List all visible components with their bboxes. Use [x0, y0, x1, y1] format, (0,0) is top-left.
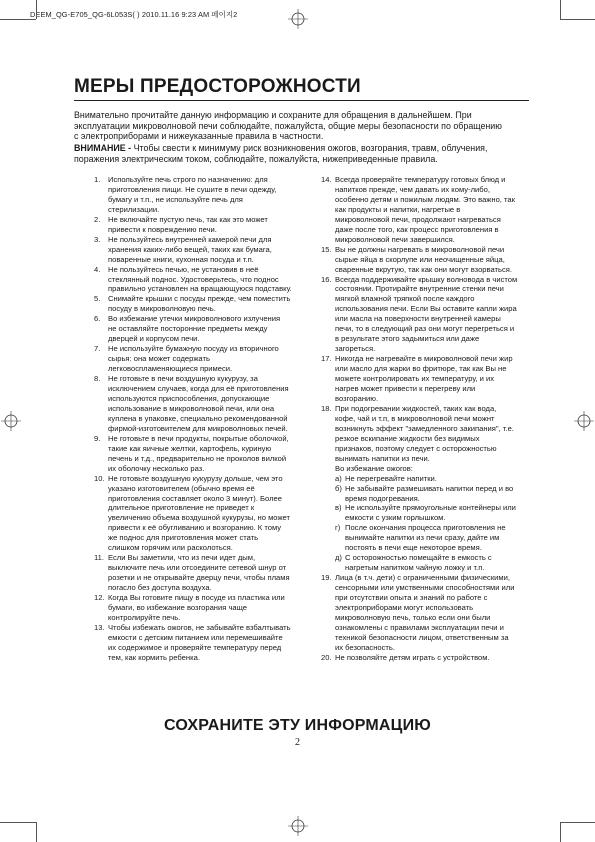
item-number: 9.: [94, 433, 101, 443]
item-line: приготовления составляет около 3 минут). Более: [108, 493, 282, 503]
list-item: [94, 593, 312, 623]
item-line: слишком горячим или расколоться.: [108, 543, 233, 553]
crop-mark: [560, 822, 595, 823]
item-line: Не включайте пустую печь, так как это может: [108, 214, 268, 224]
list-item: [321, 404, 528, 474]
item-line: привести к её обугливанию и возгоранию. К тому: [108, 523, 282, 533]
crop-mark: [560, 0, 561, 19]
item-line: мягкой влажной тряпкой после каждого: [335, 294, 475, 304]
crop-mark: [0, 19, 36, 20]
item-line: стерилизации.: [108, 204, 160, 214]
item-line: или масла на поверхности внутренней камеры: [335, 314, 501, 324]
item-number: 19.: [321, 573, 332, 583]
crop-mark: [36, 822, 37, 842]
item-line: Никогда не нагревайте в микроволновой печи жир: [335, 354, 513, 364]
item-line: дверцей и корпусом печи.: [108, 334, 200, 344]
item-line: длительное приготовление не приведет к: [108, 503, 255, 513]
item-line: можете контролировать их температуру, и их: [335, 374, 495, 384]
item-line: стеклянный поднос. Удостоверьтесь, что поднос: [108, 274, 279, 284]
warning-label: ВНИМАНИЕ -: [74, 143, 132, 153]
item-line: Всегда поддерживайте крышку волновода в чистом: [335, 274, 518, 284]
item-line: вынимайте напитки из печи сразу, дайте им: [345, 533, 500, 543]
title-underline: [74, 100, 529, 101]
item-line: микроволновой печи, продолжают нагреваться: [335, 214, 501, 224]
item-line: Не позволяйте детям играть с устройством.: [335, 652, 490, 662]
item-line: розетки и не открывайте дверцу печи, чтобы пламя: [108, 573, 290, 583]
item-line: кофе, чай и т.п, в микроволновой печи можнт: [335, 413, 495, 423]
list-item: [321, 175, 528, 245]
item-line: сырья: она может содержать: [108, 354, 210, 364]
list-item: [94, 215, 312, 235]
list-item: [94, 553, 312, 593]
item-line: Если Вы заметили, что из печи идет дым,: [108, 553, 256, 563]
sub-list-item: [335, 523, 528, 553]
warning-line: поражения электрическим током, соблюдайте, пожалуйста, нижеприведенные правила.: [74, 153, 438, 164]
item-line: емкости с узким горлышком.: [345, 513, 446, 523]
item-line: приготовления пищи. Не сушите в печи одежду,: [108, 184, 277, 194]
item-line: Не перегревайте напитки.: [345, 473, 437, 483]
item-line: После окончания процесса приготовления не: [345, 523, 506, 533]
item-line: их безопасность.: [335, 642, 395, 652]
crop-mark: [36, 0, 37, 19]
item-line: Снимайте крышки с посуды прежде, чем поместить: [108, 294, 291, 304]
item-line: Лица (в т.ч. дети) с ограниченными физическими,: [335, 573, 510, 583]
list-item: [321, 354, 528, 404]
item-line: правильно установлен на вращающуюся подставку.: [108, 284, 292, 294]
item-line: как продукты и напитки, нагретые в: [335, 204, 461, 214]
item-line: поваренные книги, кухонная посуда и т.п.: [108, 254, 254, 264]
printer-slug: DEEM_QG-E705_QG-6L053S( ) 2010.11.16 9:23 AM 페이지2: [30, 10, 238, 19]
item-line: Не пользуйтесь внутренней камерой печи для: [108, 234, 272, 244]
intro-line: Внимательно прочитайте данную информацию и сохраните для обращения в дальнейшем. При: [74, 110, 472, 120]
item-line: бумаги, во избежание возгорания чаще: [108, 602, 248, 612]
list-item: [94, 294, 312, 314]
list-item: [94, 344, 312, 374]
page-title: МЕРЫ ПРЕДОСТОРОЖНОСТИ: [74, 76, 361, 97]
item-line: признаков, поэтому следует с осторожностью: [335, 443, 497, 453]
item-line: Не готовьте в печи воздушную кукурузу, за: [108, 374, 258, 384]
item-line: Во избежание утечки микроволнового излучения: [108, 314, 281, 324]
item-line: используются приспособления, допускающие: [108, 393, 270, 403]
item-line: не оставляйте посторонние предметы между: [108, 324, 268, 334]
item-line: фирмой-изготовителем для микроволновых печей.: [108, 423, 288, 433]
list-item: [94, 314, 312, 344]
sub-list-item: [335, 503, 528, 523]
item-line: сырые яйца в скорлупе или неочищенные яйца,: [335, 254, 505, 264]
item-line: привести к повреждению печи.: [108, 224, 217, 234]
registration-mark-icon: [1, 411, 21, 431]
list-item: [94, 623, 312, 663]
page-number: 2: [295, 737, 300, 748]
list-item: [321, 245, 528, 275]
item-line: их содержимое и проверяйте температуру перед: [108, 642, 282, 652]
item-line: же поднос для приготовления может стать: [108, 533, 259, 543]
item-number: в): [335, 503, 342, 513]
item-line: в результате этого задымиться или даже: [335, 334, 480, 344]
item-line: Не готовьте воздушную кукурузу дольше, чем это: [108, 473, 283, 483]
item-number: 1.: [94, 175, 101, 184]
item-number: 18.: [321, 403, 332, 413]
item-line: нагрев может привести к перегреву или: [335, 384, 476, 394]
item-line: особенно детям и пожилым людям. Это важно, так: [335, 194, 515, 204]
sub-list-item: [335, 474, 528, 484]
item-line: Чтобы избежать ожогов, не забывайте взбалтывать: [108, 622, 291, 632]
item-number: 16.: [321, 274, 332, 284]
item-number: 11.: [94, 553, 104, 563]
item-line: сваренные вкрутую, так как они могут взорваться.: [335, 264, 512, 274]
item-line: емкости с детским питанием или перемешивайте: [108, 632, 283, 642]
item-line: вынимать напитки из печи.: [335, 453, 430, 463]
item-line: напитков прежде, чем давать их кому-либо,: [335, 184, 490, 194]
item-line: При подогревании жидкостей, таких как вода,: [335, 403, 497, 413]
item-line: печень и т.д., предварительно не проколов вилкой: [108, 453, 287, 463]
item-number: 5.: [94, 294, 101, 304]
item-line: или масло для жарки во фритюре, так как Вы не: [335, 364, 507, 374]
list-item: [94, 235, 312, 265]
item-line: состоянии. Протирайте внутренние стенки печи: [335, 284, 504, 294]
item-number: 14.: [321, 175, 332, 184]
item-line: техникой безопасности лицом, ответственным за: [335, 632, 509, 642]
item-number: 17.: [321, 354, 332, 364]
item-line: легковоспламеняющиеся примеси.: [108, 364, 233, 374]
item-number: 20.: [321, 652, 332, 662]
item-number: д): [335, 553, 342, 563]
warning-paragraph: [74, 143, 529, 164]
item-line: С осторожностью помещайте в емкость с: [345, 553, 492, 563]
item-line: Не используйте прямоугольные контейнеры или: [345, 503, 516, 513]
item-line: электроприборами могут использовать: [335, 602, 474, 612]
registration-mark-icon: [288, 816, 308, 836]
item-line: Во избежание ожогов:: [335, 463, 413, 473]
list-item: [321, 275, 528, 355]
crop-mark: [560, 19, 595, 20]
item-line: их оболочку несколько раз.: [108, 463, 205, 473]
item-line: указано изготовителем (обычно время её: [108, 483, 255, 493]
registration-mark-icon: [288, 9, 308, 29]
item-line: посуду в микроволновую печь.: [108, 304, 216, 314]
item-line: загореться.: [335, 344, 376, 354]
item-line: Не используйте бумажную посуду из вторичного: [108, 344, 279, 354]
save-info-heading: СОХРАНИТЕ ЭТУ ИНФОРМАЦИЮ: [164, 717, 431, 734]
item-line: Не пользуйтесь печью, не установив в неё: [108, 264, 259, 274]
list-item: [94, 434, 312, 474]
item-number: а): [335, 473, 342, 483]
item-line: увеличению объема воздушной кукурузы, но может: [108, 513, 290, 523]
item-line: хранения каких-либо вещей, таких как бумага,: [108, 244, 272, 254]
item-number: 4.: [94, 264, 101, 274]
item-line: Вы не должны нагревать в микроволновой печи: [335, 244, 505, 254]
item-line: микроволновой печи завершился.: [335, 234, 455, 244]
item-number: 2.: [94, 214, 101, 224]
registration-mark-icon: [574, 411, 594, 431]
item-number: г): [335, 523, 341, 533]
item-line: такие как яичные желтки, картофель, куриную: [108, 443, 272, 453]
item-line: при отсутствии опыта и знаний по работе с: [335, 593, 488, 603]
item-number: 10.: [94, 473, 105, 483]
item-number: 15.: [321, 244, 332, 254]
item-line: Всегда проверяйте температуру готовых блюд и: [335, 175, 506, 184]
crop-mark: [0, 822, 36, 823]
item-line: Не готовьте в печи продукты, покрытые оболочкой,: [108, 433, 289, 443]
item-number: 3.: [94, 234, 101, 244]
item-line: выключите печь или отсоедините сетевой шнур от: [108, 563, 287, 573]
item-line: микроволновую печь, только если они были: [335, 612, 491, 622]
item-line: Используйте печь строго по назначению: для: [108, 175, 268, 184]
list-item: [321, 573, 528, 653]
list-item: [321, 653, 528, 663]
list-item: [94, 265, 312, 295]
list-item: [94, 374, 312, 434]
item-line: резкое вскипание жидкости без видимых: [335, 433, 480, 443]
item-line: даже после того, как процесс приготовления в: [335, 224, 499, 234]
item-line: тем, как кормить ребенка.: [108, 652, 200, 662]
item-line: возгоранию.: [335, 393, 379, 403]
safety-list-right: [321, 175, 528, 663]
item-line: куплена в упаковке, специально рекомендованной: [108, 413, 288, 423]
item-line: сенсорными или умственными способностями или: [335, 583, 515, 593]
intro-line: эксплуатации микроволновой печи соблюдайте, пожалуйста, общие меры безопасности по обращению: [74, 120, 502, 131]
item-number: 6.: [94, 314, 101, 324]
item-line: время подогревания.: [345, 493, 420, 503]
item-line: использование в микроволновой печи, или она: [108, 403, 275, 413]
sub-list-item: [335, 553, 528, 573]
item-line: нагретым напитком чайную ложку и т.п.: [345, 563, 485, 573]
item-line: погасло без доступа воздуха.: [108, 583, 212, 593]
list-item: [94, 474, 312, 554]
item-number: 7.: [94, 344, 101, 354]
item-number: б): [335, 483, 342, 493]
item-line: Не забывайте размешивать напитки перед и во: [345, 483, 514, 493]
item-number: 12.: [94, 593, 105, 603]
item-line: исключением случаев, когда для её приготовления: [108, 384, 289, 394]
item-line: постоять в печи еще некоторое время.: [345, 543, 482, 553]
item-number: 13.: [94, 622, 105, 632]
item-line: использования печи. Если Вы оставите капли жира: [335, 304, 517, 314]
item-number: 8.: [94, 374, 101, 384]
warning-line: Чтобы свести к минимуму риск возникновения ожогов, возгорания, травм, облучения,: [131, 143, 488, 153]
item-line: печи, то в следующий раз они могут перегреться и: [335, 324, 515, 334]
safety-list-left: [94, 175, 312, 663]
item-line: Когда Вы готовите пищу в посуде из пластика или: [108, 593, 285, 603]
item-line: возникнуть эффект "замедленного закипания", т.е.: [335, 423, 514, 433]
intro-line: с электроприборами и нижеуказанные правила в частности.: [74, 131, 324, 142]
sub-list-item: [335, 484, 528, 504]
intro-paragraph: [74, 110, 529, 142]
item-line: бумагу и т.п., не используйте печь для: [108, 194, 243, 204]
list-item: [94, 175, 312, 215]
item-line: контролируйте печь.: [108, 612, 181, 622]
crop-mark: [560, 822, 561, 842]
item-line: ознакомлены с правилами эксплуатации печи и: [335, 622, 504, 632]
